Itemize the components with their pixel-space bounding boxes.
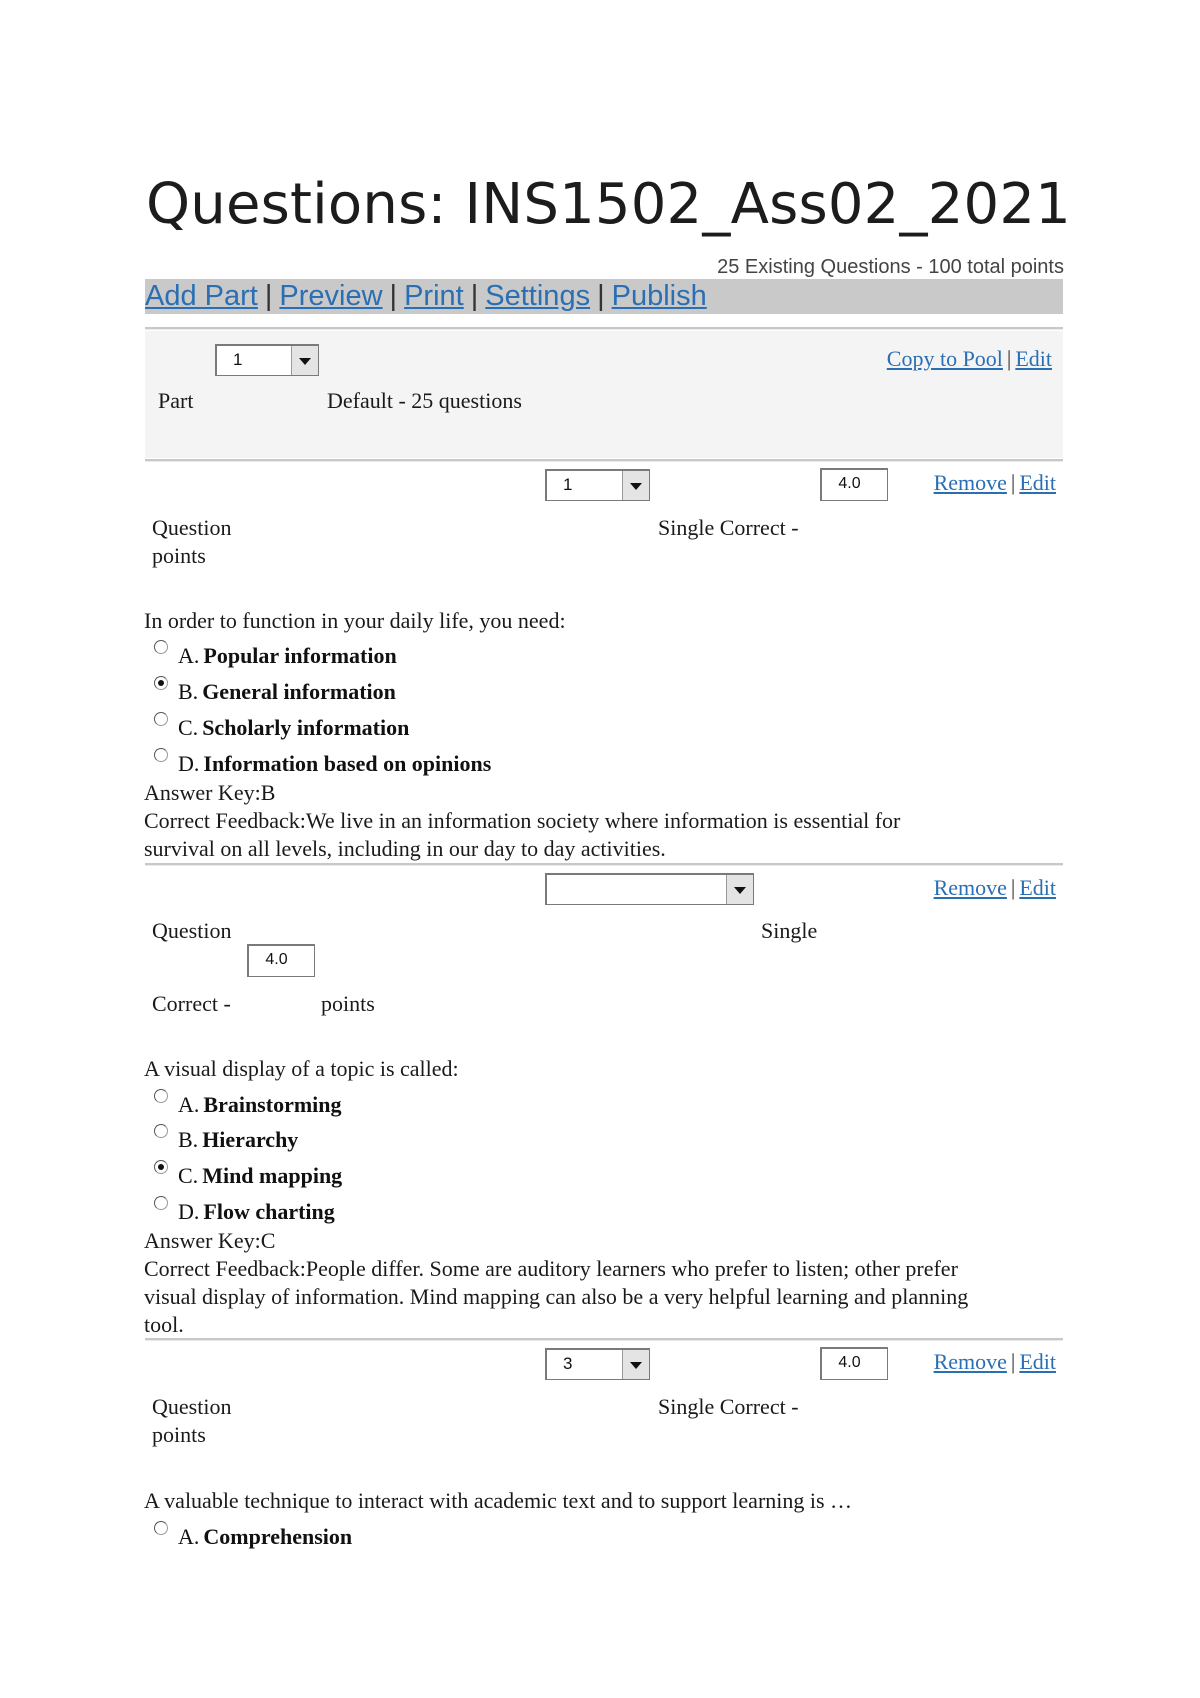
answer-key-value: C [260, 1228, 276, 1253]
question-number-value: 1 [563, 475, 573, 494]
option-text: Mind mapping [202, 1163, 343, 1188]
questions-summary: 25 Existing Questions - 100 total points [717, 256, 1064, 278]
remove-link[interactable]: Remove [933, 470, 1007, 495]
part-description: Default - 25 questions [327, 388, 522, 413]
question-2-points-input[interactable]: 4.0 [247, 944, 315, 977]
option-radio-selected[interactable] [154, 1160, 168, 1174]
part-number-value: 1 [233, 350, 243, 369]
answer-key [144, 1227, 275, 1255]
settings-link[interactable]: Settings [485, 280, 591, 312]
question-3-text: A valuable technique to interact with academic text and to support learning is … [144, 1488, 853, 1513]
option-letter: C. [178, 1163, 199, 1188]
feedback-line [144, 807, 900, 835]
option-letter: B. [178, 1127, 199, 1152]
feedback-text: People differ. Some are auditory learners who prefer to listen; other prefer [305, 1256, 958, 1281]
option-letter: D. [178, 751, 200, 776]
option-c [178, 715, 409, 741]
points-label: points [321, 991, 375, 1016]
question-3-points-input[interactable]: 4.0 [820, 1347, 888, 1380]
option-radio[interactable] [154, 1521, 168, 1535]
preview-link[interactable]: Preview [279, 280, 383, 312]
option-text: Information based on opinions [203, 751, 492, 776]
edit-link[interactable]: Edit [1019, 875, 1056, 900]
option-a [178, 643, 397, 669]
feedback-line: survival on all levels, including in our day to day activities. [144, 836, 666, 861]
chevron-down-icon [291, 346, 318, 375]
part-edit-link[interactable]: Edit [1015, 346, 1052, 371]
option-text: Comprehension [203, 1524, 353, 1549]
print-link[interactable]: Print [404, 280, 464, 312]
option-letter: D. [178, 1199, 200, 1224]
points-label: points [152, 1422, 206, 1447]
feedback-line [144, 1255, 968, 1283]
question-1-points-input[interactable]: 4.0 [820, 468, 888, 501]
question-2-text: A visual display of a topic is called: [144, 1056, 459, 1081]
option-text: Brainstorming [203, 1092, 342, 1117]
separator: | [1010, 875, 1016, 900]
question-type: Single Correct - [658, 1394, 799, 1419]
question-type: Single [761, 918, 818, 943]
option-text: Popular information [203, 643, 397, 668]
answer-key-value: B [260, 780, 276, 805]
separator: | [1010, 470, 1016, 495]
option-radio[interactable] [154, 640, 168, 654]
toolbar-separator: | [470, 280, 479, 312]
question-label: Question [152, 1394, 232, 1419]
correct-feedback [144, 1255, 968, 1339]
edit-link[interactable]: Edit [1019, 1349, 1056, 1374]
option-d [178, 1199, 335, 1225]
option-radio[interactable] [154, 1089, 168, 1103]
option-radio[interactable] [154, 748, 168, 762]
separator: | [1010, 1349, 1016, 1374]
part-number-select[interactable] [215, 344, 319, 376]
question-label: Question [152, 918, 232, 943]
option-radio[interactable] [154, 1196, 168, 1210]
divider [145, 863, 1063, 866]
toolbar-separator: | [389, 280, 398, 312]
separator: | [1006, 346, 1012, 371]
feedback-label: Correct Feedback: [144, 808, 306, 833]
chevron-down-icon [622, 471, 649, 500]
toolbar-separator: | [597, 280, 605, 312]
page-title: Questions: INS1502_Ass02_2021 [146, 172, 1072, 237]
feedback-label: Correct Feedback: [144, 1256, 306, 1281]
question-3-number-select[interactable] [545, 1348, 650, 1380]
option-letter: A. [178, 1524, 200, 1549]
toolbar [145, 279, 1063, 314]
option-radio-selected[interactable] [154, 676, 168, 690]
question-1-text: In order to function in your daily life, you need: [144, 608, 566, 633]
answer-key-label: Answer Key: [144, 1228, 261, 1253]
option-c [178, 1163, 342, 1189]
edit-link[interactable]: Edit [1019, 470, 1056, 495]
chevron-down-icon [726, 875, 753, 904]
feedback-text: We live in an information society where information is essential for [305, 808, 901, 833]
divider [145, 1338, 1063, 1341]
option-text: Hierarchy [202, 1127, 299, 1152]
option-b [178, 1127, 298, 1153]
question-3-actions [934, 1349, 1056, 1375]
question-2-actions [934, 875, 1056, 901]
question-label: Question [152, 515, 232, 540]
part-label: Part [158, 388, 194, 413]
feedback-line: visual display of information. Mind mapping can also be a very helpful learning and planning [144, 1284, 969, 1309]
question-type: Single Correct - [658, 515, 799, 540]
chevron-down-icon [622, 1350, 649, 1379]
add-part-link[interactable]: Add Part [145, 280, 258, 312]
remove-link[interactable]: Remove [933, 1349, 1007, 1374]
option-text: Flow charting [203, 1199, 335, 1224]
question-1-number-select[interactable] [545, 469, 650, 501]
option-letter: C. [178, 715, 199, 740]
correct-feedback [144, 807, 900, 863]
option-radio[interactable] [154, 712, 168, 726]
option-a [178, 1524, 352, 1550]
option-b [178, 679, 396, 705]
question-type-rest: Correct - [152, 991, 231, 1016]
copy-to-pool-link[interactable]: Copy to Pool [886, 346, 1003, 371]
answer-key-label: Answer Key: [144, 780, 261, 805]
part-actions [887, 346, 1052, 372]
question-number-value: 3 [563, 1354, 573, 1373]
divider [145, 327, 1063, 330]
option-text: General information [202, 679, 396, 704]
toolbar-separator: | [264, 280, 273, 312]
feedback-line: tool. [144, 1312, 184, 1337]
question-2-number-select[interactable] [545, 873, 754, 905]
option-radio[interactable] [154, 1124, 168, 1138]
option-d [178, 751, 491, 777]
option-letter: A. [178, 1092, 200, 1117]
option-letter: B. [178, 679, 199, 704]
option-a [178, 1092, 342, 1118]
option-text: Scholarly information [202, 715, 410, 740]
answer-key [144, 779, 275, 807]
question-1-actions [934, 470, 1056, 496]
publish-link[interactable]: Publish [611, 280, 707, 312]
points-label: points [152, 543, 206, 568]
divider [145, 459, 1063, 462]
remove-link[interactable]: Remove [933, 875, 1007, 900]
option-letter: A. [178, 643, 200, 668]
